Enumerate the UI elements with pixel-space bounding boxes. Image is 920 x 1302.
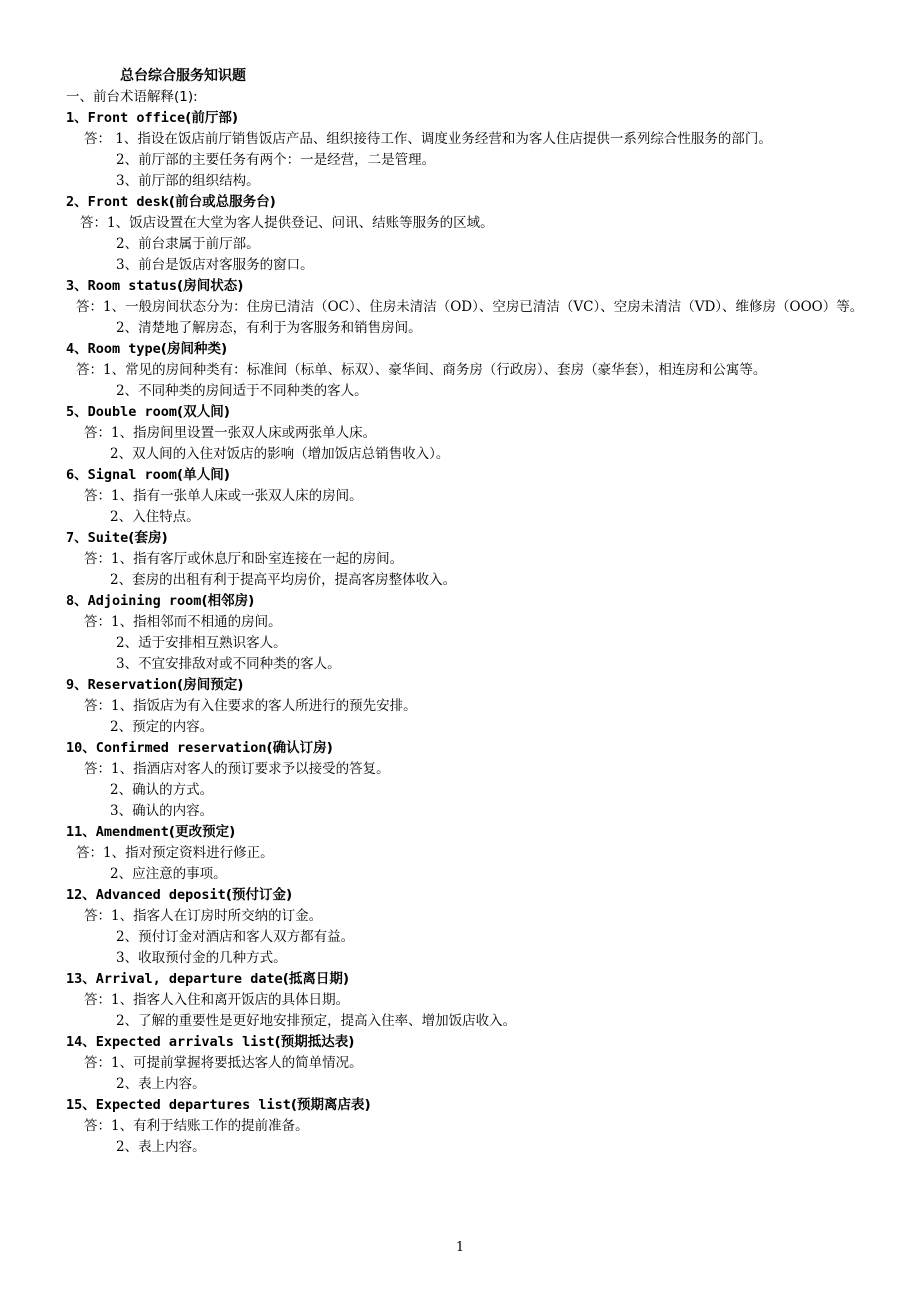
term-english: Expected arrivals list (95, 1034, 275, 1050)
term-english: Double room (87, 404, 178, 420)
answer-line: 2、清楚地了解房态，有利于为客服务和销售房间。 (116, 320, 422, 336)
term-chinese: (预期离店表) (290, 1097, 371, 1113)
answer-line: 3、收取预付金的几种方式。 (116, 950, 287, 966)
term-english: Advanced deposit (95, 887, 226, 903)
term-heading (66, 1095, 866, 1116)
term-chinese: (双人间) (177, 404, 230, 420)
term-number: 1、 (66, 110, 88, 126)
term-heading (66, 528, 866, 549)
answer-line: 答：1、饭店设置在大堂为客人提供登记、问讯、结账等服务的区域。 (80, 215, 494, 231)
term-chinese: (预期抵达表) (274, 1034, 355, 1050)
term-english: Expected departures list (95, 1097, 291, 1113)
term-number: 2、 (66, 194, 88, 210)
term-chinese: (预付订金) (225, 887, 293, 903)
term-chinese: (房间预定) (177, 677, 244, 693)
answer-line: 2、套房的出租有利于提高平均房价，提高客房整体收入。 (110, 572, 457, 588)
term-number: 13、 (66, 971, 96, 987)
answer-line: 答：1、有利于结账工作的提前准备。 (84, 1118, 309, 1134)
answer-line: 答：1、可提前掌握将要抵达客人的简单情况。 (84, 1055, 363, 1071)
term-heading (66, 192, 866, 213)
term-number: 10、 (66, 740, 96, 756)
term-number: 4、 (66, 341, 88, 357)
page-number: 1 (455, 1240, 465, 1255)
term-chinese: (前台或总服务台) (168, 194, 276, 210)
term-number: 14、 (66, 1034, 96, 1050)
answer-line: 2、应注意的事项。 (110, 866, 227, 882)
answer-line: 2、了解的重要性是更好地安排预定，提高入住率、增加饭店收入。 (116, 1013, 517, 1029)
term-english: Suite (87, 530, 129, 546)
answer-line: 答： 1、指设在饭店前厅销售饭店产品、组织接待工作、调度业务经营和为客人住店提供一系列综合性服务的部门。 (84, 131, 772, 147)
term-heading (66, 1032, 866, 1053)
term-chinese: (房间状态) (177, 278, 244, 294)
term-number: 5、 (66, 404, 88, 420)
document-page (66, 66, 866, 1158)
answer-line: 答：1、指客人在订房时所交纳的订金。 (84, 908, 323, 924)
answer-line: 3、确认的内容。 (110, 803, 214, 819)
term-heading (66, 675, 866, 696)
answer-line: 2、表上内容。 (116, 1139, 206, 1155)
answer-line: 答：1、指饭店为有入住要求的客人所进行的预先安排。 (84, 698, 417, 714)
term-chinese: (更改预定) (168, 824, 236, 840)
answer-line: 答：1、指房间里设置一张双人床或两张单人床。 (84, 425, 377, 441)
answer-line: 2、表上内容。 (116, 1076, 206, 1092)
term-english: Front desk (87, 194, 169, 210)
term-heading (66, 822, 866, 843)
term-number: 7、 (66, 530, 88, 546)
section-heading: 一、前台术语解释(1): (66, 89, 198, 105)
answer-line: 答：1、常见的房间种类有：标准间（标单、标双）、豪华间、商务房（行政房）、套房（豪华套），相连房和公寓等。 (76, 362, 767, 378)
term-heading (66, 591, 866, 612)
answer-line: 答：1、一般房间状态分为：住房已清洁（OC）、住房未清洁（OD）、空房已清洁（VC）、空房未清洁（VD）、维修房（OOO）等。 (76, 299, 864, 315)
term-chinese: (确认订房) (266, 740, 333, 756)
answer-line: 3、不宜安排敌对或不同种类的客人。 (116, 656, 341, 672)
term-heading (66, 339, 866, 360)
term-number: 12、 (66, 887, 96, 903)
term-english: Amendment (95, 824, 169, 840)
term-chinese: (房间种类) (160, 341, 228, 357)
answer-line: 答：1、指有一张单人床或一张双人床的房间。 (84, 488, 363, 504)
answer-line: 2、前台隶属于前厅部。 (116, 236, 260, 252)
term-number: 11、 (66, 824, 96, 840)
answer-line: 2、适于安排相互熟识客人。 (116, 635, 287, 651)
answer-line: 答：1、指客人入住和离开饭店的具体日期。 (84, 992, 350, 1008)
term-english: Arrival, departure date (95, 971, 283, 987)
answer-line: 2、前厅部的主要任务有两个：一是经营，二是管理。 (116, 152, 436, 168)
term-heading (66, 885, 866, 906)
term-heading (66, 465, 866, 486)
term-heading (66, 402, 866, 423)
term-english: Room type (87, 341, 161, 357)
term-number: 15、 (66, 1097, 96, 1113)
term-english: Front office (87, 110, 186, 126)
term-chinese: (抵离日期) (282, 971, 350, 987)
answer-line: 2、不同种类的房间适于不同种类的客人。 (116, 383, 368, 399)
term-heading (66, 108, 866, 129)
term-heading (66, 969, 866, 990)
answer-line: 答：1、指有客厅或休息厅和卧室连接在一起的房间。 (84, 551, 404, 567)
answer-line: 3、前台是饭店对客服务的窗口。 (116, 257, 314, 273)
term-english: Confirmed reservation (95, 740, 267, 756)
term-chinese: (单人间) (177, 467, 230, 483)
answer-line: 2、入住特点。 (110, 509, 200, 525)
term-chinese: (相邻房) (201, 593, 255, 609)
term-english: Reservation (87, 677, 178, 693)
term-english: Adjoining room (87, 593, 202, 609)
term-number: 9、 (66, 677, 88, 693)
answer-line: 答：1、指对预定资料进行修正。 (76, 845, 274, 861)
document-title: 总台综合服务知识题 (120, 68, 246, 84)
answer-line: 2、确认的方式。 (110, 782, 214, 798)
term-chinese: (套房) (128, 530, 168, 546)
term-english: Room status (87, 278, 178, 294)
answer-line: 答：1、指酒店对客人的预订要求予以接受的答复。 (84, 761, 390, 777)
answer-line: 2、双人间的入住对饭店的影响（增加饭店总销售收入）。 (110, 446, 450, 462)
answer-line: 3、前厅部的组织结构。 (116, 173, 260, 189)
term-english: Signal room (87, 467, 178, 483)
term-heading (66, 738, 866, 759)
answer-line: 答：1、指相邻而不相通的房间。 (84, 614, 282, 630)
answer-line: 2、预定的内容。 (110, 719, 214, 735)
term-chinese: (前厅部) (185, 110, 239, 126)
term-number: 3、 (66, 278, 88, 294)
answer-line: 2、预付订金对酒店和客人双方都有益。 (116, 929, 355, 945)
term-number: 8、 (66, 593, 88, 609)
term-number: 6、 (66, 467, 88, 483)
term-heading (66, 276, 866, 297)
